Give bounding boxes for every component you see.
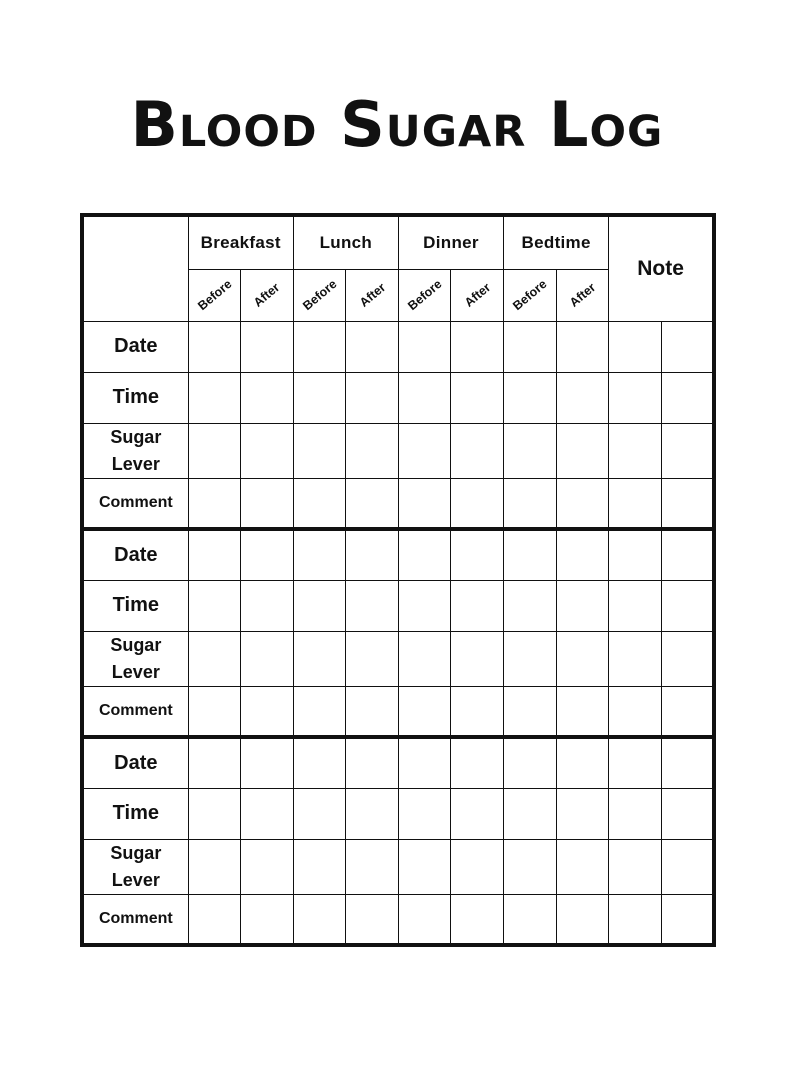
row-label-lever-text: Lever: [111, 661, 160, 682]
entry-cell[interactable]: [346, 788, 399, 839]
entry-cell[interactable]: [398, 478, 451, 529]
row-label-time: Time: [82, 580, 188, 631]
entry-cell[interactable]: [398, 894, 451, 945]
entry-cell[interactable]: [661, 788, 714, 839]
entry-cell[interactable]: [556, 580, 609, 631]
entry-cell[interactable]: [556, 529, 609, 580]
entry-cell[interactable]: [451, 423, 504, 478]
note-header: Note: [609, 215, 714, 321]
entry-cell[interactable]: [293, 529, 346, 580]
entry-cell[interactable]: [661, 478, 714, 529]
entry-cell[interactable]: [556, 788, 609, 839]
entry-cell[interactable]: [188, 631, 241, 686]
entry-cell[interactable]: [451, 478, 504, 529]
entry-cell[interactable]: [293, 686, 346, 737]
entry-cell[interactable]: [398, 372, 451, 423]
entry-cell[interactable]: [504, 423, 557, 478]
row-label-date: Date: [82, 529, 188, 580]
entry-cell[interactable]: [293, 372, 346, 423]
entry-cell[interactable]: [451, 580, 504, 631]
entry-cell[interactable]: [293, 423, 346, 478]
entry-cell[interactable]: [609, 788, 662, 839]
entry-cell[interactable]: [609, 737, 662, 788]
entry-cell[interactable]: [504, 529, 557, 580]
entry-cell[interactable]: [188, 737, 241, 788]
log-row-comment: [82, 686, 714, 737]
log-row-time: [82, 580, 714, 631]
row-label-sugar-level: [82, 423, 188, 478]
entry-cell[interactable]: [556, 737, 609, 788]
entry-cell[interactable]: [346, 478, 399, 529]
entry-cell[interactable]: [188, 478, 241, 529]
entry-cell[interactable]: [188, 580, 241, 631]
after-lunch-header: [346, 269, 399, 321]
entry-cell[interactable]: [293, 478, 346, 529]
row-label-time: Time: [82, 372, 188, 423]
entry-cell[interactable]: [346, 839, 399, 894]
entry-cell[interactable]: [451, 839, 504, 894]
entry-cell[interactable]: [241, 788, 294, 839]
entry-cell[interactable]: [398, 423, 451, 478]
row-label-date: Date: [82, 321, 188, 372]
meal-header-bedtime: Bedtime: [504, 215, 609, 269]
entry-cell[interactable]: [609, 631, 662, 686]
entry-cell[interactable]: [609, 478, 662, 529]
entry-cell[interactable]: [556, 423, 609, 478]
entry-cell[interactable]: [661, 839, 714, 894]
row-label-sugar-level: [82, 839, 188, 894]
entry-cell[interactable]: [504, 580, 557, 631]
entry-cell[interactable]: [451, 737, 504, 788]
log-row-time: [82, 788, 714, 839]
entry-cell[interactable]: [661, 737, 714, 788]
entry-cell[interactable]: [293, 737, 346, 788]
entry-cell[interactable]: [188, 372, 241, 423]
after-label: After: [566, 280, 599, 310]
entry-cell[interactable]: [398, 788, 451, 839]
after-breakfast-header: [241, 269, 294, 321]
row-label-comment: Comment: [82, 894, 188, 945]
entry-cell[interactable]: [504, 839, 557, 894]
entry-cell[interactable]: [661, 631, 714, 686]
entry-cell[interactable]: [188, 321, 241, 372]
entry-cell[interactable]: [609, 529, 662, 580]
row-label-time: Time: [82, 788, 188, 839]
before-label: Before: [405, 276, 445, 314]
entry-cell[interactable]: [451, 894, 504, 945]
entry-cell[interactable]: [241, 631, 294, 686]
entry-cell[interactable]: [504, 788, 557, 839]
entry-cell[interactable]: [293, 788, 346, 839]
entry-cell[interactable]: [661, 894, 714, 945]
blood-sugar-log-table: [80, 213, 716, 947]
entry-cell[interactable]: [556, 839, 609, 894]
entry-cell[interactable]: [241, 686, 294, 737]
entry-cell[interactable]: [188, 686, 241, 737]
entry-cell[interactable]: [661, 686, 714, 737]
before-breakfast-header: [188, 269, 241, 321]
entry-cell[interactable]: [451, 321, 504, 372]
entry-cell[interactable]: [346, 686, 399, 737]
entry-cell[interactable]: [661, 580, 714, 631]
entry-cell[interactable]: [293, 580, 346, 631]
entry-cell[interactable]: [451, 529, 504, 580]
entry-cell[interactable]: [241, 423, 294, 478]
entry-cell[interactable]: [241, 580, 294, 631]
meal-header-breakfast: Breakfast: [188, 215, 293, 269]
entry-cell[interactable]: [504, 894, 557, 945]
row-label-comment: Comment: [82, 686, 188, 737]
log-row-date: [82, 737, 714, 788]
entry-cell[interactable]: [293, 631, 346, 686]
entry-cell[interactable]: [609, 686, 662, 737]
meal-header-dinner: Dinner: [398, 215, 503, 269]
entry-cell[interactable]: [398, 839, 451, 894]
entry-cell[interactable]: [188, 894, 241, 945]
after-label: After: [356, 280, 388, 310]
entry-cell[interactable]: [241, 839, 294, 894]
entry-cell[interactable]: [609, 372, 662, 423]
after-dinner-header: [451, 269, 504, 321]
entry-cell[interactable]: [504, 478, 557, 529]
after-bedtime-header: [556, 269, 609, 321]
before-label: Before: [194, 276, 235, 314]
entry-cell[interactable]: [293, 321, 346, 372]
entry-cell[interactable]: [504, 321, 557, 372]
entry-cell[interactable]: [293, 839, 346, 894]
after-label: After: [461, 280, 493, 310]
entry-cell[interactable]: [556, 686, 609, 737]
corner-cell: [82, 215, 188, 321]
before-lunch-header: [293, 269, 346, 321]
meal-header-row: [82, 215, 714, 269]
row-label-sugar-text: Sugar: [110, 842, 162, 863]
entry-cell[interactable]: [556, 321, 609, 372]
log-row-comment: [82, 894, 714, 945]
entry-cell[interactable]: [451, 372, 504, 423]
entry-cell[interactable]: [661, 423, 714, 478]
entry-cell[interactable]: [609, 839, 662, 894]
entry-cell[interactable]: [241, 737, 294, 788]
entry-cell[interactable]: [504, 372, 557, 423]
entry-cell[interactable]: [188, 839, 241, 894]
row-label-sugar-text: Sugar: [110, 634, 162, 655]
entry-cell[interactable]: [556, 631, 609, 686]
entry-cell[interactable]: [661, 321, 714, 372]
entry-cell[interactable]: [346, 372, 399, 423]
entry-cell[interactable]: [504, 737, 557, 788]
entry-cell[interactable]: [556, 478, 609, 529]
entry-cell[interactable]: [241, 894, 294, 945]
entry-cell[interactable]: [346, 321, 399, 372]
log-row-sugar-level: [82, 631, 714, 686]
row-label-lever-text: Lever: [111, 869, 160, 890]
entry-cell[interactable]: [398, 631, 451, 686]
entry-cell[interactable]: [346, 631, 399, 686]
entry-cell[interactable]: [609, 321, 662, 372]
entry-cell[interactable]: [188, 423, 241, 478]
entry-cell[interactable]: [188, 529, 241, 580]
entry-cell[interactable]: [346, 737, 399, 788]
log-row-sugar-level: [82, 839, 714, 894]
entry-cell[interactable]: [188, 788, 241, 839]
entry-cell[interactable]: [661, 529, 714, 580]
entry-cell[interactable]: [556, 372, 609, 423]
page-title: Blood Sugar Log: [130, 88, 664, 161]
entry-cell[interactable]: [661, 372, 714, 423]
entry-cell[interactable]: [556, 894, 609, 945]
entry-cell[interactable]: [504, 686, 557, 737]
entry-cell[interactable]: [398, 686, 451, 737]
entry-cell[interactable]: [346, 580, 399, 631]
before-label: Before: [510, 276, 550, 314]
entry-cell[interactable]: [398, 529, 451, 580]
entry-cell[interactable]: [398, 321, 451, 372]
log-row-time: [82, 372, 714, 423]
log-row-date: [82, 321, 714, 372]
log-row-date: [82, 529, 714, 580]
entry-cell[interactable]: [346, 529, 399, 580]
entry-cell[interactable]: [241, 529, 294, 580]
entry-cell[interactable]: [398, 580, 451, 631]
entry-cell[interactable]: [346, 894, 399, 945]
entry-cell[interactable]: [451, 631, 504, 686]
entry-cell[interactable]: [609, 894, 662, 945]
row-label-lever-text: Lever: [111, 453, 160, 474]
row-label-sugar-level: [82, 631, 188, 686]
row-label-comment: Comment: [82, 478, 188, 529]
entry-cell[interactable]: [398, 737, 451, 788]
entry-cell[interactable]: [504, 631, 557, 686]
row-label-sugar-text: Sugar: [110, 426, 162, 447]
row-label-date: Date: [82, 737, 188, 788]
after-label: After: [251, 280, 283, 310]
log-row-sugar-level: [82, 423, 714, 478]
entry-cell[interactable]: [451, 788, 504, 839]
log-row-comment: [82, 478, 714, 529]
entry-cell[interactable]: [451, 686, 504, 737]
before-label: Before: [299, 276, 340, 314]
meal-header-lunch: Lunch: [293, 215, 398, 269]
entry-cell[interactable]: [346, 423, 399, 478]
before-bedtime-header: [504, 269, 557, 321]
entry-cell[interactable]: [609, 423, 662, 478]
entry-cell[interactable]: [609, 580, 662, 631]
before-dinner-header: [398, 269, 451, 321]
entry-cell[interactable]: [241, 478, 294, 529]
entry-cell[interactable]: [241, 321, 294, 372]
entry-cell[interactable]: [293, 894, 346, 945]
entry-cell[interactable]: [241, 372, 294, 423]
